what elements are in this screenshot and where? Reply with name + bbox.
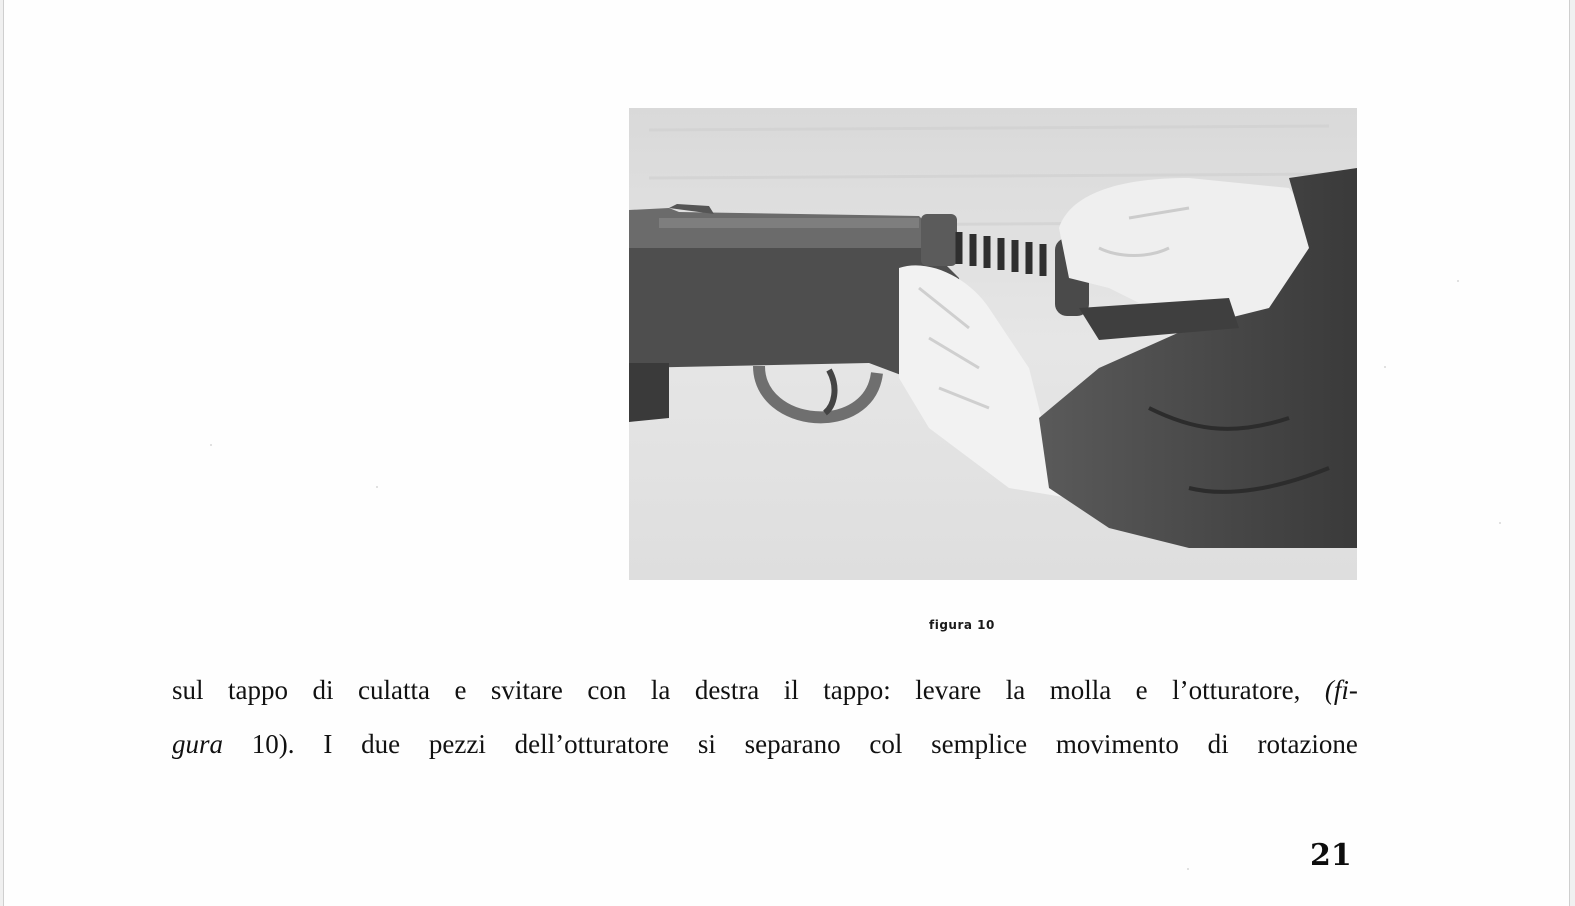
word: col bbox=[869, 729, 903, 759]
word: si bbox=[697, 729, 716, 759]
word: tappo: bbox=[823, 675, 891, 705]
word: levare bbox=[915, 675, 982, 705]
word-italic: gura bbox=[172, 729, 224, 759]
word: destra bbox=[694, 675, 760, 705]
word: l’otturatore, bbox=[1172, 675, 1301, 705]
document-page bbox=[3, 0, 1570, 906]
word: la bbox=[1005, 675, 1026, 705]
body-text-line-2 bbox=[172, 729, 1358, 760]
word: tappo bbox=[228, 675, 288, 705]
body-text-line-1 bbox=[172, 675, 1358, 706]
paper-speck bbox=[1499, 522, 1501, 524]
word: il bbox=[783, 675, 799, 705]
word: molla bbox=[1049, 675, 1112, 705]
word: separano bbox=[744, 729, 841, 759]
word: due bbox=[361, 729, 401, 759]
word: 10). bbox=[251, 729, 295, 759]
word: dell’otturatore bbox=[514, 729, 670, 759]
word: sul bbox=[172, 675, 204, 705]
word: semplice bbox=[931, 729, 1028, 759]
paper-speck bbox=[210, 444, 212, 446]
figure-photo bbox=[629, 108, 1357, 580]
paper-speck bbox=[1187, 868, 1189, 870]
rifle-bolt-removal-photo bbox=[629, 108, 1357, 580]
word: I bbox=[323, 729, 333, 759]
page-number: 21 bbox=[1310, 838, 1352, 873]
word: culatta bbox=[357, 675, 430, 705]
word: di bbox=[1207, 729, 1229, 759]
word: movimento bbox=[1055, 729, 1179, 759]
paper-speck bbox=[376, 486, 378, 488]
word: rotazione bbox=[1257, 729, 1358, 759]
figure-caption: figura 10 bbox=[929, 618, 995, 632]
paper-speck bbox=[1457, 280, 1459, 282]
word: con bbox=[587, 675, 627, 705]
word: svitare bbox=[490, 675, 563, 705]
word: e bbox=[1135, 675, 1148, 705]
paper-speck bbox=[1384, 366, 1386, 368]
word: la bbox=[650, 675, 671, 705]
word: pezzi bbox=[428, 729, 486, 759]
word: e bbox=[454, 675, 467, 705]
word-italic: (fi- bbox=[1324, 675, 1358, 705]
word: di bbox=[312, 675, 334, 705]
